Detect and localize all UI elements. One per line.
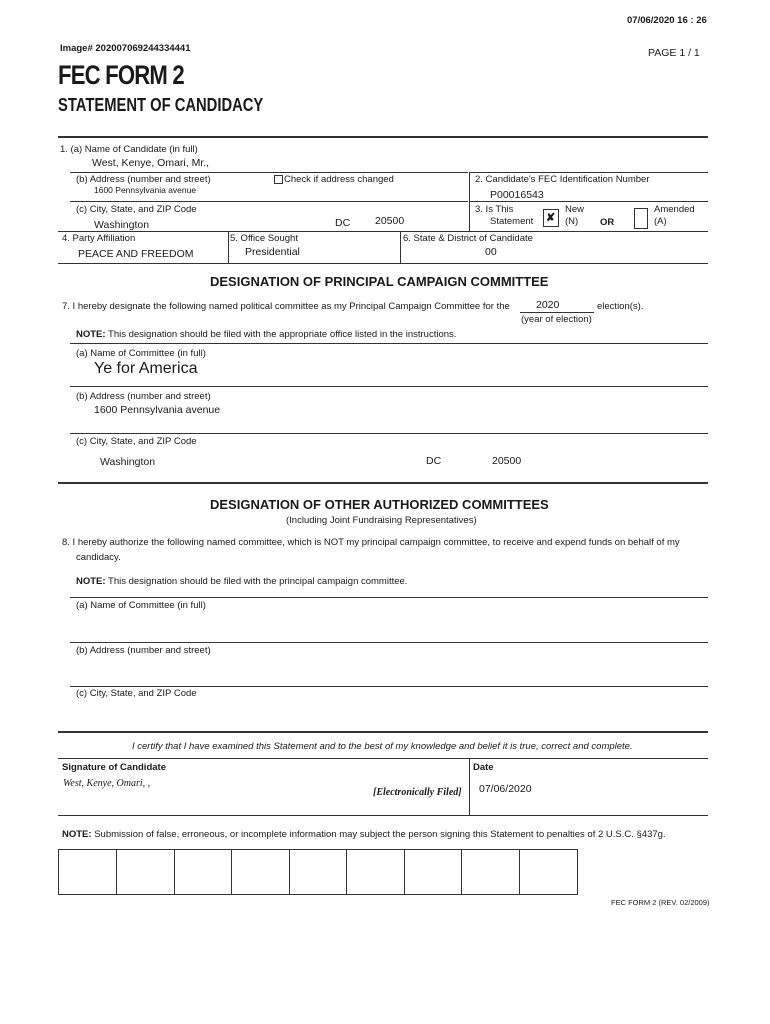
box-divider <box>346 850 347 894</box>
rule <box>470 172 708 173</box>
box-divider <box>116 850 117 894</box>
rule <box>58 231 708 232</box>
district: 00 <box>485 246 497 258</box>
form-subtitle: STATEMENT OF CANDIDACY <box>58 95 264 115</box>
other-city-label: (c) City, State, and ZIP Code <box>76 688 197 699</box>
divider <box>469 758 470 815</box>
statement-label-1: 3. Is This <box>475 204 514 215</box>
box-divider <box>519 850 520 894</box>
box-divider <box>174 850 175 894</box>
rule <box>70 201 468 202</box>
candidate-state: DC <box>335 217 351 229</box>
candidate-name: West, Kenye, Omari, Mr., <box>92 157 210 169</box>
party-label: 4. Party Affiliation <box>62 233 136 244</box>
fec-id-label: 2. Candidate's FEC Identification Number <box>475 174 650 185</box>
office-label: 5. Office Sought <box>230 233 298 244</box>
section-rule <box>58 482 708 484</box>
committee-city-label: (c) City, State, and ZIP Code <box>76 436 197 447</box>
section-top-rule <box>58 136 708 138</box>
rule <box>70 433 708 434</box>
other-subheading: (Including Joint Fundraising Representatives) <box>286 515 477 526</box>
amended-label: Amended <box>654 204 695 215</box>
image-number: Image# 202007069244334441 <box>60 43 191 54</box>
certification-statement: I certify that I have examined this Statement and to the best of my knowledge and belief it is true, correct and complete. <box>132 741 633 752</box>
other-statement-2: candidacy. <box>76 552 121 563</box>
box-divider <box>404 850 405 894</box>
divider <box>400 231 401 263</box>
timestamp: 07/06/2020 16 : 26 <box>627 15 707 26</box>
electronically-filed: [Electronically Filed] <box>373 787 462 798</box>
rule <box>58 263 708 264</box>
rule <box>70 686 708 687</box>
principal-note: NOTE: This designation should be filed with the appropriate office listed in the instructions. <box>76 329 457 340</box>
candidate-address: 1600 Pennsylvania avenue <box>94 185 197 195</box>
candidate-city-label: (c) City, State, and ZIP Code <box>76 204 197 215</box>
form-title: FEC FORM 2 <box>58 60 184 90</box>
candidate-name-label: 1. (a) Name of Candidate (in full) <box>60 144 198 155</box>
rule <box>70 597 708 598</box>
penalty-note: NOTE: Submission of false, erroneous, or incomplete information may subject the person signing this Statement to penalties of 2 U.S.C. §437g. <box>62 829 666 840</box>
rule <box>58 758 708 759</box>
new-label: New <box>565 204 585 215</box>
other-name-label: (a) Name of Committee (in full) <box>76 600 206 611</box>
committee-zip: 20500 <box>492 455 522 467</box>
principal-statement: 7. I hereby designate the following named political committee as my Principal Campaign Committee for the <box>62 301 510 312</box>
rule <box>58 815 708 816</box>
new-label-code: (N) <box>565 216 579 227</box>
address-changed-checkbox[interactable] <box>274 175 283 184</box>
box-divider <box>289 850 290 894</box>
principal-heading: DESIGNATION OF PRINCIPAL CAMPAIGN COMMITTEE <box>210 274 549 289</box>
rule <box>520 312 594 313</box>
rule <box>70 386 708 387</box>
box-divider <box>461 850 462 894</box>
committee-state: DC <box>426 455 442 467</box>
signature-label: Signature of Candidate <box>62 762 166 773</box>
other-statement-1: 8. I hereby authorize the following named committee, which is NOT my principal campaign committee, to receive and expend funds on behalf of my <box>62 537 680 548</box>
checkmark-icon: ✘ <box>546 212 556 224</box>
statement-label-2: Statement <box>490 216 534 227</box>
rule <box>470 201 708 202</box>
rule <box>70 642 708 643</box>
year-label: (year of election) <box>521 314 592 325</box>
divider <box>228 231 229 263</box>
page-number: PAGE 1 / 1 <box>648 47 700 59</box>
fec-id: P00016543 <box>490 189 544 201</box>
party: PEACE AND FREEDOM <box>78 248 194 260</box>
divider <box>469 172 470 232</box>
committee-name: Ye for America <box>94 360 198 377</box>
other-heading: DESIGNATION OF OTHER AUTHORIZED COMMITTEES <box>210 497 549 512</box>
committee-city: Washington <box>100 456 156 468</box>
other-address-label: (b) Address (number and street) <box>76 645 211 656</box>
office: Presidential <box>245 246 300 258</box>
candidate-city: Washington <box>94 219 150 231</box>
amended-label-code: (A) <box>654 216 667 227</box>
rule <box>70 172 468 173</box>
address-changed-label: Check if address changed <box>284 174 394 185</box>
signature: West, Kenye, Omari, , <box>63 778 151 789</box>
form-revision: FEC FORM 2 (REV. 02/2009) <box>611 898 710 907</box>
committee-name-label: (a) Name of Committee (in full) <box>76 348 206 359</box>
rule <box>70 343 708 344</box>
election-year: 2020 <box>536 299 560 311</box>
candidate-zip: 20500 <box>375 215 405 227</box>
date-label: Date <box>473 762 494 773</box>
section-rule <box>58 731 708 733</box>
or-label: OR <box>600 217 615 228</box>
candidate-address-label: (b) Address (number and street) <box>76 174 211 185</box>
signature-date: 07/06/2020 <box>479 783 532 795</box>
election-suffix: election(s). <box>597 301 644 312</box>
other-note: NOTE: This designation should be filed with the principal campaign committee. <box>76 576 408 587</box>
barcode-box-grid <box>58 849 578 895</box>
new-checkbox[interactable] <box>543 209 559 227</box>
box-divider <box>231 850 232 894</box>
committee-address: 1600 Pennsylvania avenue <box>94 404 221 416</box>
amended-checkbox[interactable] <box>634 208 648 229</box>
district-label: 6. State & District of Candidate <box>403 233 533 244</box>
committee-address-label: (b) Address (number and street) <box>76 391 211 402</box>
